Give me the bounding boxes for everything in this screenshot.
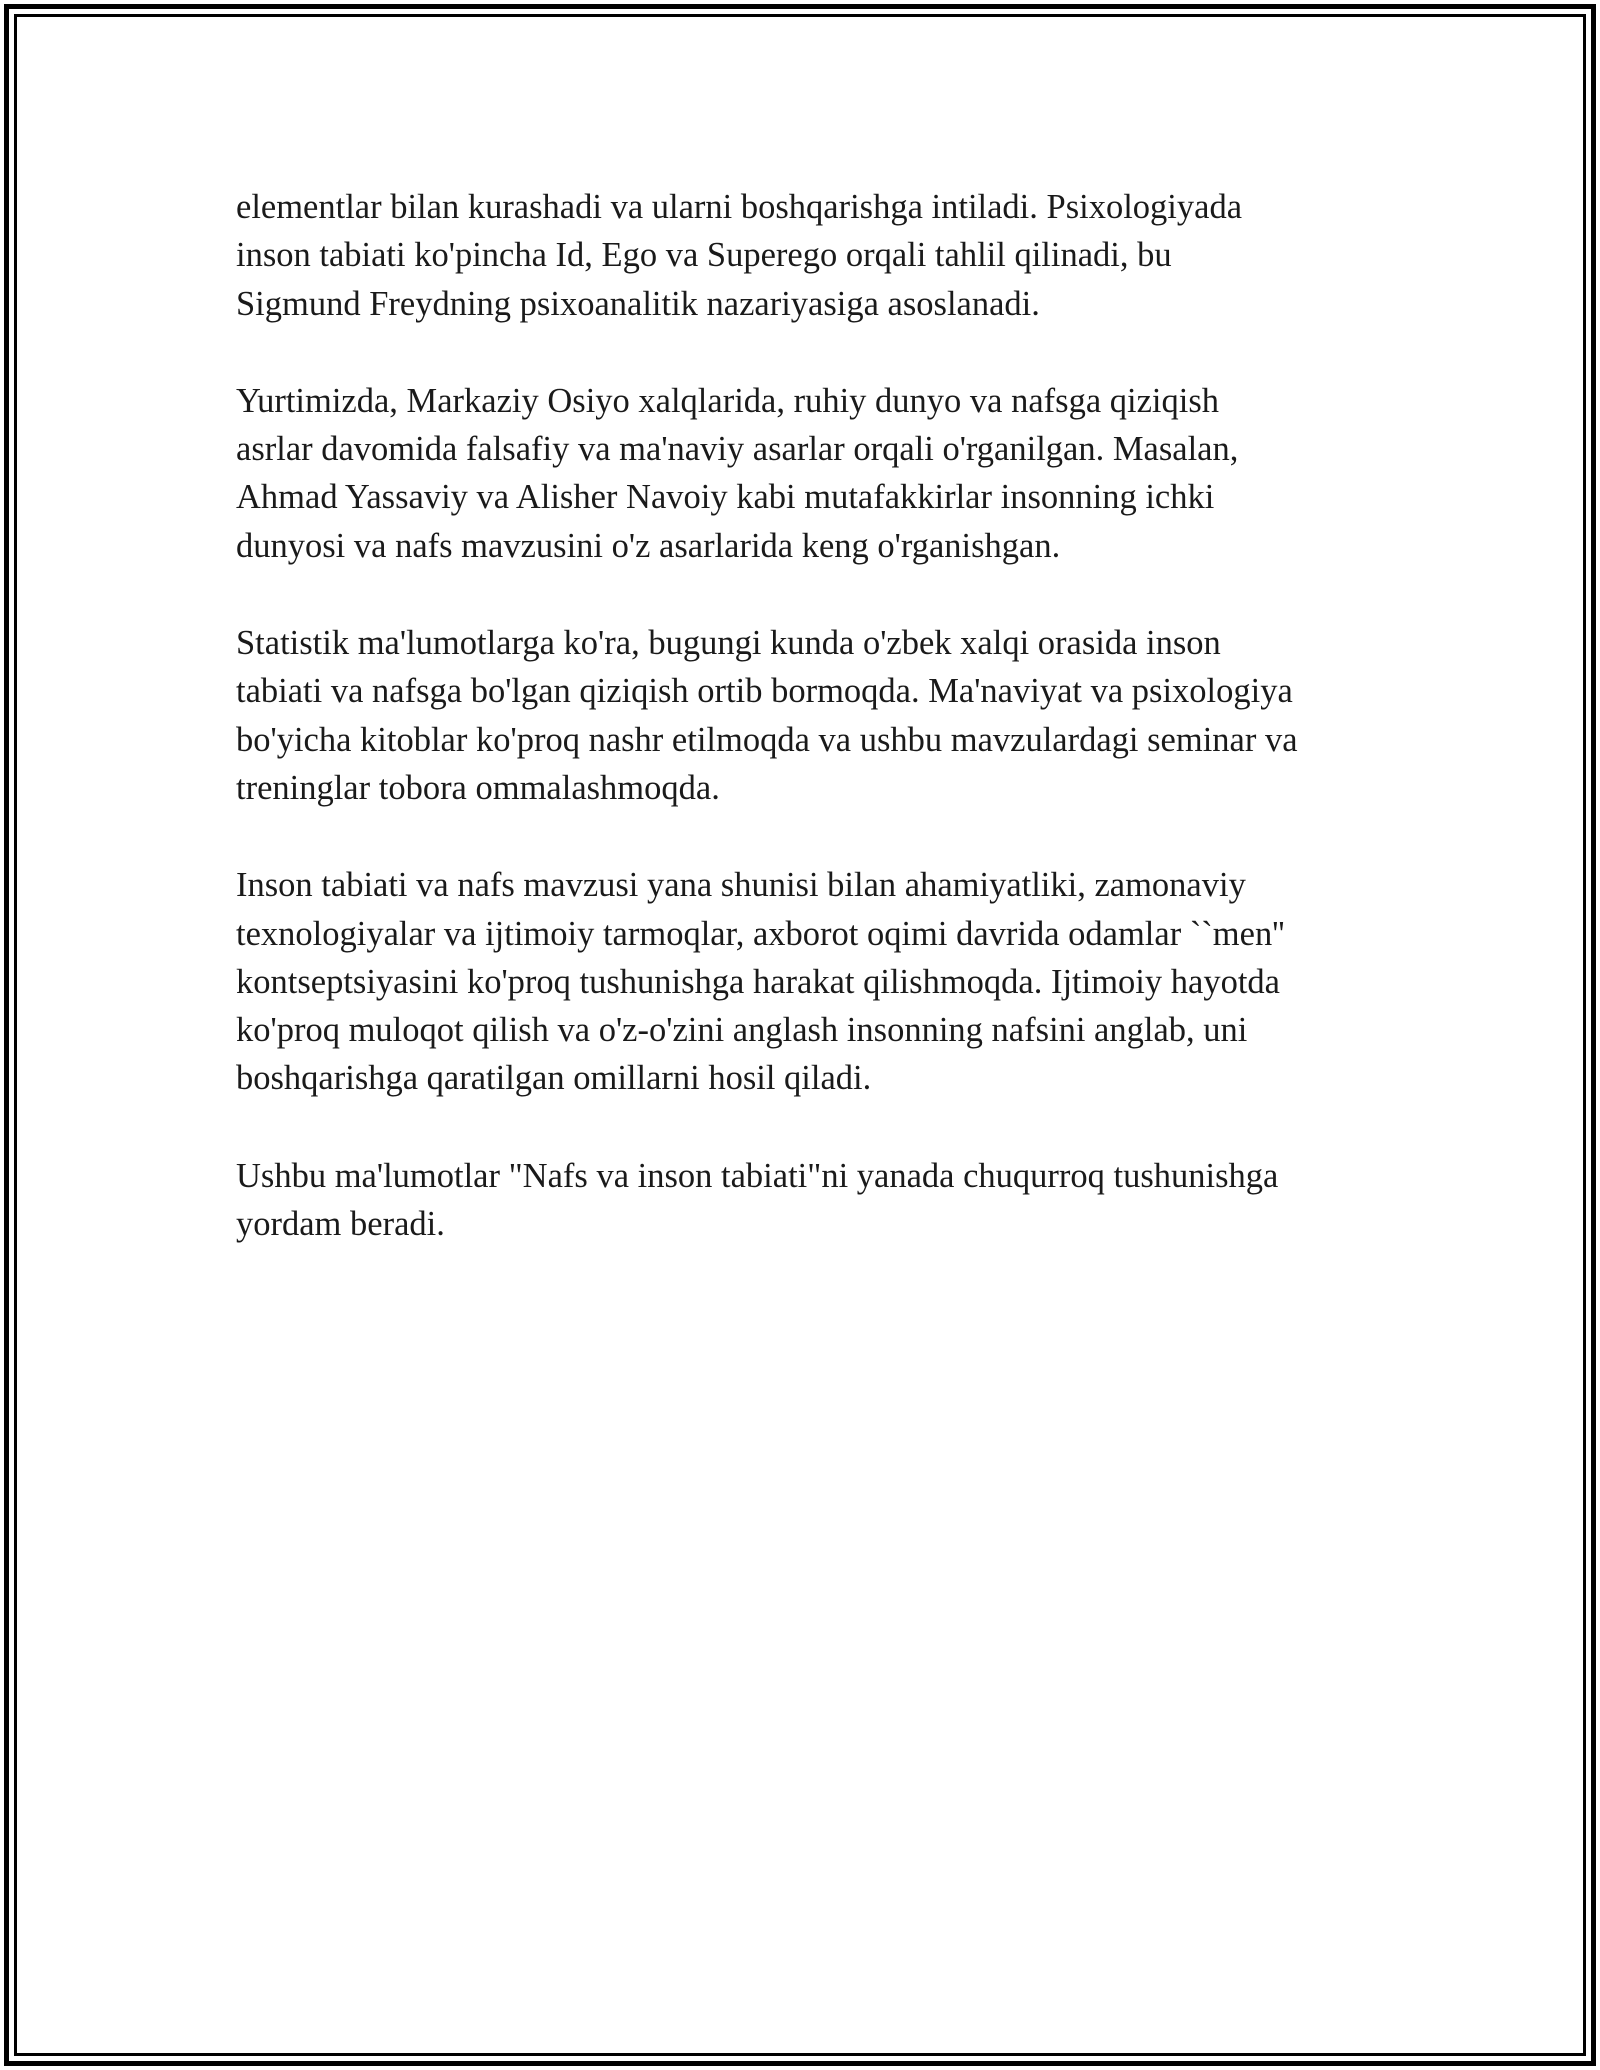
text-line: tabiati va nafsga bo'lgan qiziqish ortib bormoqda. Ma'naviyat va psixologiya: [236, 672, 1293, 711]
paragraph-3: [236, 619, 1376, 812]
text-line: Ahmad Yassaviy va Alisher Navoiy kabi mutafakkirlar insonning ichki: [236, 478, 1215, 517]
paragraph-4: [236, 861, 1376, 1102]
text-line: dunyosi va nafs mavzusini o'z asarlarida keng o'rganishgan.: [236, 526, 1061, 565]
text-line: Yurtimizda, Markaziy Osiyo xalqlarida, ruhiy dunyo va nafsga qiziqish: [236, 381, 1220, 420]
text-line: boshqarishga qaratilgan omillarni hosil qiladi.: [236, 1059, 872, 1098]
text-line: yordam beradi.: [236, 1205, 445, 1244]
text-line: elementlar bilan kurashadi va ularni boshqarishga intiladi. Psixologiyada: [236, 188, 1243, 226]
text-line: inson tabiati ko'pincha Id, Ego va Superego orqali tahlil qilinadi, bu: [236, 236, 1172, 275]
text-line: Inson tabiati va nafs mavzusi yana shunisi bilan ahamiyatliki, zamonaviy: [236, 866, 1246, 905]
paragraph-2: [236, 377, 1376, 570]
paragraph-1: [236, 183, 1376, 328]
text-line: bo'yicha kitoblar ko'proq nashr etilmoqda va ushbu mavzulardagi seminar va: [236, 720, 1298, 759]
document-body: [236, 183, 1376, 1297]
text-line: ko'proq muloqot qilish va o'z-o'zini anglash insonning nafsini anglab, uni: [236, 1011, 1248, 1050]
text-line: Sigmund Freydning psixoanalitik nazariyasiga asoslanadi.: [236, 284, 1040, 323]
text-line: Ushbu ma'lumotlar "Nafs va inson tabiati"ni yanada chuqurroq tushunishga: [236, 1156, 1279, 1195]
text-line: kontseptsiyasini ko'proq tushunishga harakat qilishmoqda. Ijtimoiy hayotda: [236, 962, 1280, 1001]
text-line: treninglar tobora ommalashmoqda.: [236, 768, 720, 807]
text-line: texnologiyalar va ijtimoiy tarmoqlar, axborot oqimi davrida odamlar ``men'': [236, 914, 1285, 953]
text-line: asrlar davomida falsafiy va ma'naviy asarlar orqali o'rganilgan. Masalan,: [236, 430, 1239, 469]
text-line: Statistik ma'lumotlarga ko'ra, bugungi kunda o'zbek xalqi orasida inson: [236, 624, 1221, 663]
paragraph-5: [236, 1152, 1376, 1249]
